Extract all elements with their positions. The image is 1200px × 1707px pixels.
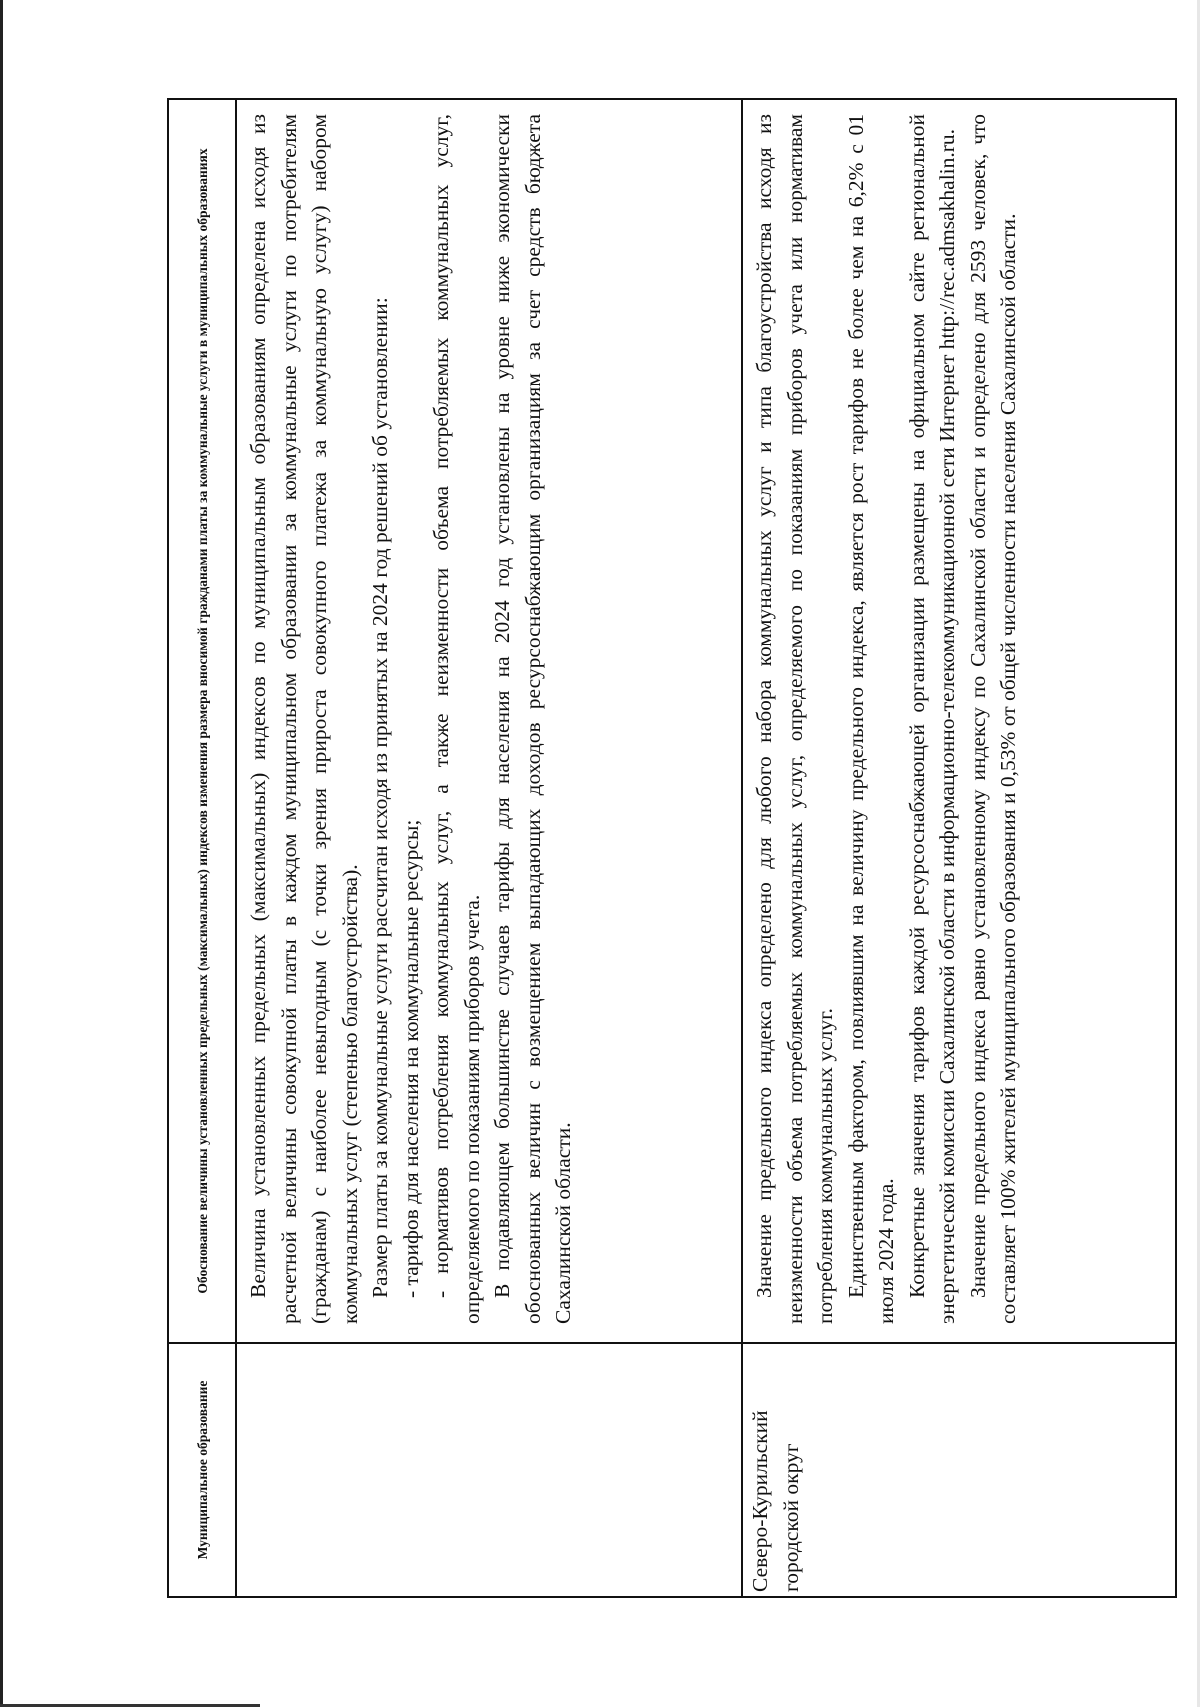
table-row xyxy=(741,100,1175,1596)
paragraph: Значение предельного индекса равно установленному индексу по Сахалинской области и определено для 2593 человек, что составляет 100% жителей муниципального образования и 0,53% от общей численности населения Сахалинской области. xyxy=(965,114,1020,1324)
list-item: - тарифов для населения на коммунальные ресурсы; xyxy=(398,819,423,1298)
paragraph: Размер платы за коммунальные услуги рассчитан исходя из принятых на 2024 год решений об установлении: xyxy=(368,297,392,1298)
municipality-cell xyxy=(237,1342,741,1596)
paragraph: Единственным фактором, повлиявшим на величину предельного индекса, является рост тарифов не более чем на 6,2% с 01 июля 2024 года. xyxy=(843,114,898,1324)
municipality-cell: Северо-Курильский городской округ xyxy=(743,1342,1175,1596)
header-municipality: Муниципальное образование xyxy=(169,1342,235,1596)
justification-cell xyxy=(237,100,741,1342)
paragraph: Величина установленных предельных (максимальных) индексов по муниципальным образованиям определена исходя из расчетной величины совокупной платы в каждом муниципальном образовании за коммунальные услуги по потребителям (гражданам) с наиболее невыгодным (с точки зрения прироста совокупного платежа за коммунальную услугу) набором коммунальных услуг (степенью благоустройства). xyxy=(246,114,362,1324)
header-justification: Обоснование величины установленных предельных (максимальных) индексов изменения размера вносимой гражданами платы за коммунальные услуги в муниципальных образованиях xyxy=(194,148,210,1294)
paragraph: Значение предельного индекса определено для любого набора коммунальных услуг и типа благоустройства исходя из неизменности объема потребляемых коммунальных услуг, определяемого по показаниям приборов учета или нормативам потребления коммунальных услуг. xyxy=(752,114,837,1324)
list-item: - нормативов потребления коммунальных услуг, а также неизменности объема потребляемых коммунальных услуг, определяемого по показаниям приборов учета. xyxy=(429,114,484,1324)
table-row xyxy=(235,100,741,1596)
paragraph: В подавляющем большинстве случаев тарифы для населения на 2024 год установлены на уровне ниже экономически обоснованных величин с возмещением выпадающих доходов ресурсоснабжающим организациям за счет средств бюджета Сахалинской области. xyxy=(490,114,575,1324)
paragraph: Конкретные значения тарифов каждой ресурсоснабжающей организации размещены на официальном сайте региональной энергетической комиссии Сахалинской области в информационно-телекоммуникационной сети Интернет http://rec.admsakhalin.ru. xyxy=(904,114,959,1324)
justification-cell xyxy=(743,100,1175,1342)
table-header-row xyxy=(169,100,235,1596)
justification-table xyxy=(167,98,1177,1598)
scan-edge-left xyxy=(0,0,3,1707)
